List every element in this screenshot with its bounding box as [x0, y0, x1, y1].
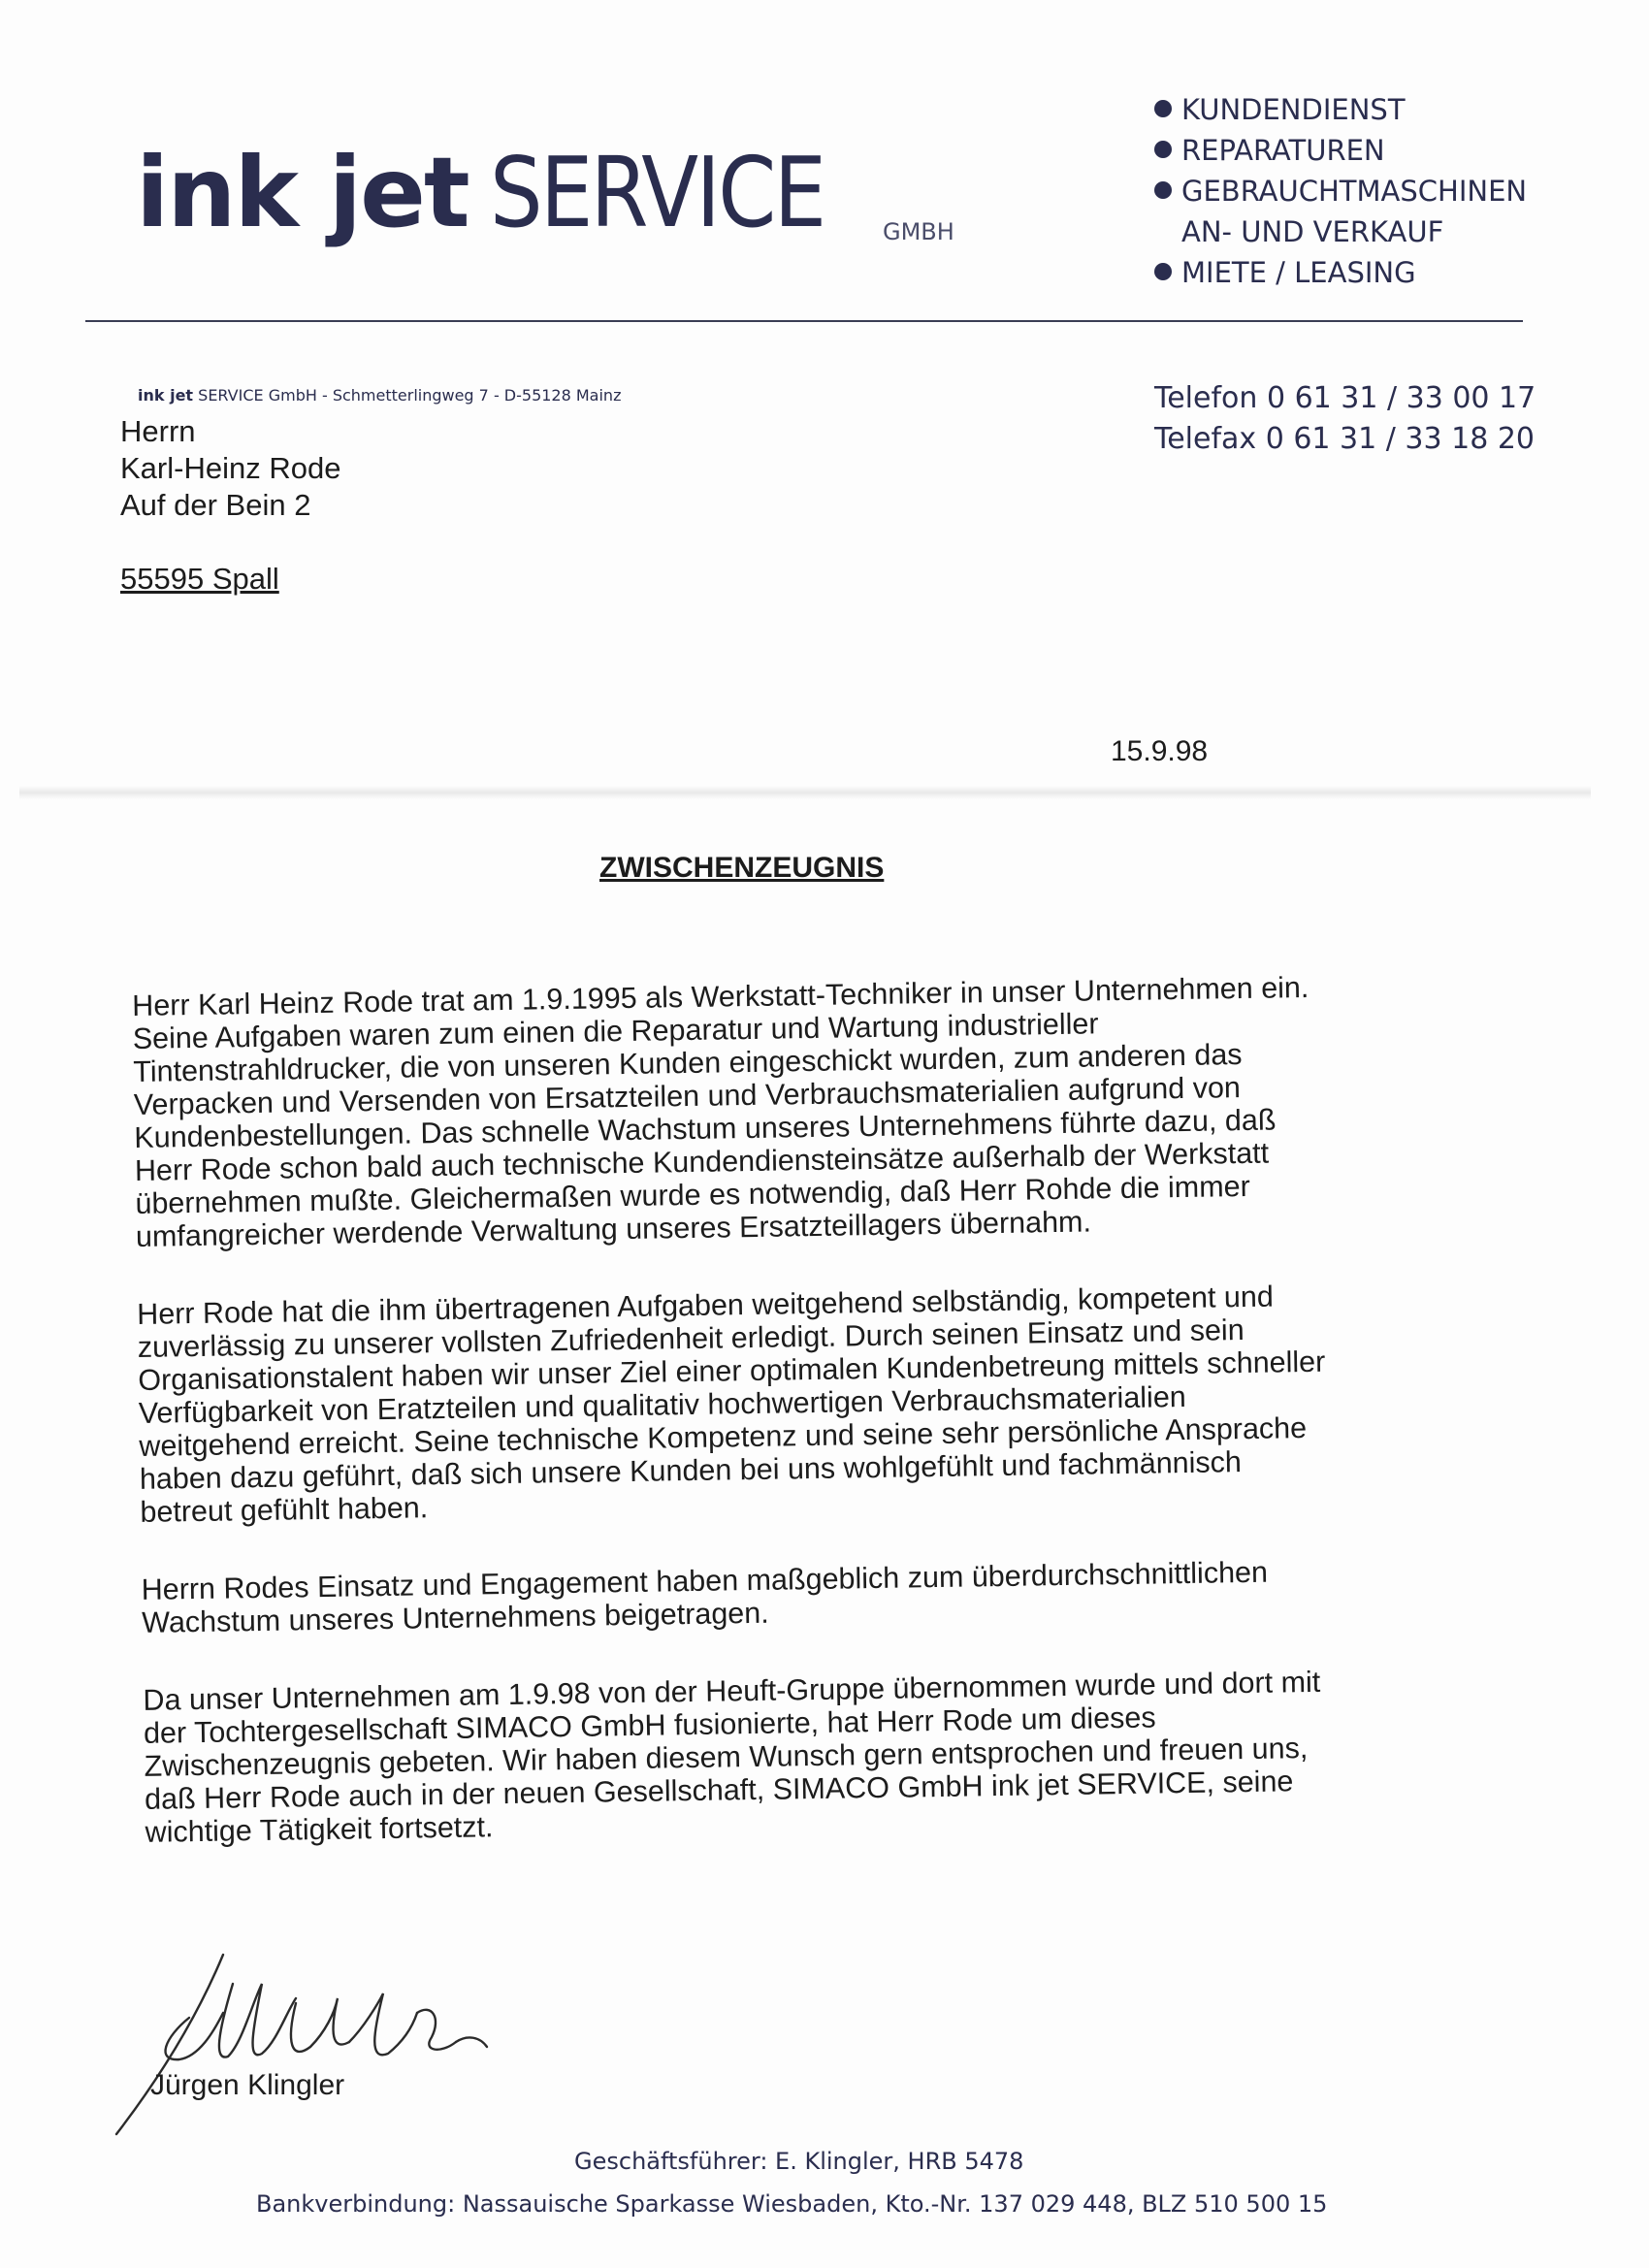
bullet-icon: [1154, 100, 1172, 117]
company-logo: [136, 136, 954, 272]
footer-management: Geschäftsführer: E. Klingler, HRB 5478: [574, 2148, 1024, 2175]
logo-light-text: SERVICE: [489, 136, 824, 249]
recipient-name: Karl-Heinz Rode: [120, 451, 341, 485]
signer-name: Jürgen Klingler: [150, 2069, 345, 2101]
services-list: [1154, 89, 1527, 293]
header-divider: [85, 320, 1523, 322]
logo-suffix: GMBH: [883, 218, 954, 245]
bullet-icon: [1154, 141, 1172, 158]
paper-fold-line: [19, 786, 1591, 799]
service-item: AN- UND VERKAUF: [1181, 215, 1444, 248]
recipient-address: [120, 413, 340, 598]
letter-body: [132, 968, 1484, 1894]
document-title: ZWISCHENZEUGNIS: [599, 852, 885, 884]
logo-bold-text: ink jet: [136, 136, 469, 249]
body-paragraph: Herr Rode hat die ihm übertragenen Aufgaben weitgehend selbständig, kompetent und zuverlässig zu unserer vollsten Zufriedenheit erledigt. Durch seinen Einsatz und sein Organisationstalent haben wir unser Ziel einer optimalen Kundenbetreung mittels schneller Verfügbarkeit von Eratzteilen und qualitativ hochwertigen Verbrauchsmaterialien weitgehend erreicht. Seine technische Kompetenz und seine sehr persönliche Ansprache haben dazu geführt, daß sich unsere Kunden bei uns wohlgefühlt und fachmännisch betreut gefühlt haben.: [136, 1280, 1326, 1529]
body-paragraph: Da unser Unternehmen am 1.9.98 von der Heuft-Gruppe übernommen wurde und dort mit der Tochtergesellschaft SIMACO GmbH fusionierte, hat Herr Rode um dieses Zwischenzeugnis gebeten. Wir haben diesem Wunsch gern entsprochen und freuen uns, daß Herr Rode auch in der neuen Gesellschaft, SIMACO GmbH ink jet SERVICE, seine wichtige Tätigkeit fortsetzt.: [143, 1665, 1321, 1849]
recipient-salutation: Herrn: [120, 414, 196, 448]
service-item: REPARATUREN: [1154, 130, 1527, 171]
service-item: MIETE / LEASING: [1154, 252, 1527, 293]
contact-block: [1154, 378, 1536, 460]
bullet-icon: [1154, 181, 1172, 199]
bullet-icon: [1154, 263, 1172, 280]
letter-date: 15.9.98: [1111, 735, 1209, 767]
service-item: GEBRAUCHTMASCHINEN: [1154, 171, 1527, 211]
fax-number: Telefax 0 61 31 / 33 18 20: [1154, 422, 1535, 456]
sender-line: ink jet SERVICE GmbH - Schmetterlingweg 7 - D-55128 Mainz: [138, 386, 622, 405]
footer-bank: Bankverbindung: Nassauische Sparkasse Wiesbaden, Kto.-Nr. 137 029 448, BLZ 510 500 15: [256, 2190, 1328, 2218]
body-paragraph: Herrn Rodes Einsatz und Engagement haben maßgeblich zum überdurchschnittlichen Wachstum unseres Unternehmens beigetragen.: [141, 1555, 1269, 1639]
handwritten-signature: [107, 1945, 514, 2139]
body-paragraph: Herr Karl Heinz Rode trat am 1.9.1995 als Werkstatt-Techniker in unser Unternehmen ein. Seine Aufgaben waren zum einen die Reparatur und Wartung industrieller Tintenstrahldrucker, die von unseren Kunden eingeschickt wurden, zum anderen das Verpacken und Versenden von Ersatzteilen und Verbrauchsmaterialien aufgrund von Kundenbestellungen. Das schnelle Wachstum unseres Unternehmens führte dazu, daß Herr Rode schon bald auch technische Kundendiensteinsätze außerhalb der Werkstatt übernehmen mußte. Gleichermaßen wurde es notwendig, daß Herr Rohde die immer umfangreicher werdende Verwaltung unseres Ersatzteillagers übernahm.: [132, 970, 1310, 1253]
phone-number: Telefon 0 61 31 / 33 00 17: [1154, 381, 1536, 415]
recipient-street: Auf der Bein 2: [120, 488, 311, 522]
recipient-city: 55595 Spall: [120, 562, 279, 596]
service-item: KUNDENDIENST: [1154, 89, 1527, 130]
